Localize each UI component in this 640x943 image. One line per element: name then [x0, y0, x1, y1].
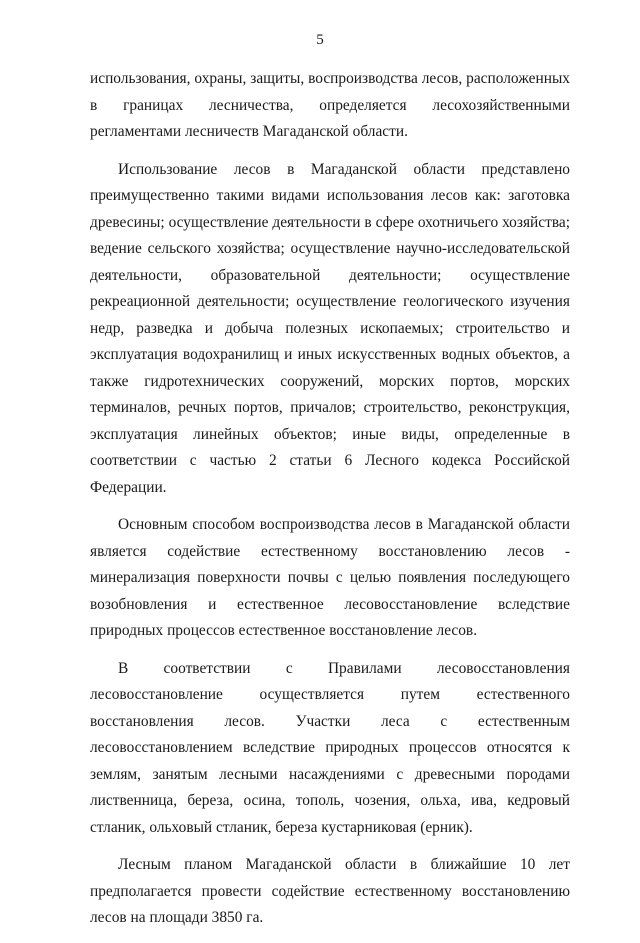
paragraph-reforestation-rules: В соответствии с Правилами лесовосстановления лесовосстановление осуществляется путем естественного восстановления лесов. Участки леса с естественным лесовосстановлением вследствие природных процессов относятся к землям, занятым лесными насаждениями с древесными породами лиственница, береза, осина, тополь, чозения, ольха, ива, кедровый стланик, ольховый стланик, береза кустарниковая (ерник). [90, 659, 570, 836]
paragraph-continuation: использования, охраны, защиты, воспроизводства лесов, расположенных в границах лесничества, определяется лесохозяйственными регламентами лесничеств Магаданской области. [90, 70, 570, 140]
document-body [90, 66, 570, 943]
paragraph-forest-plan: Лесным планом Магаданской области в ближайшие 10 лет предполагается провести содействие естественному восстановлению лесов на площади 3850 га. [90, 856, 570, 926]
paragraph-reproduction-method: Основным способом воспроизводства лесов в Магаданской области является содействие естественному восстановлению лесов - минерализация поверхности почвы с целью появления последующего возобновления и естественное лесовосстановление вследствие природных процессов естественное восстановление лесов. [90, 516, 570, 639]
paragraph-forest-use-types: Использование лесов в Магаданской области представлено преимущественно такими видами использования лесов как: заготовка древесины; осуществление деятельности в сфере охотничьего хозяйства; ведение сельского хозяйства; осуществление научно-исследовательской деятельности, образовательной деятельности; осуществление рекреационной деятельности; осуществление геологического изучения недр, разведка и добыча полезных ископаемых; строительство и эксплуатация водохранилищ и иных искусственных водных объектов, а также гидротехнических сооружений, морских портов, морских терминалов, речных портов, причалов; строительство, реконструкция, эксплуатация линейных объектов; иные виды, определенные в соответствии с частью 2 статьи 6 Лесного кодекса Российской Федерации. [90, 160, 570, 496]
page-number: 5 [316, 32, 324, 48]
